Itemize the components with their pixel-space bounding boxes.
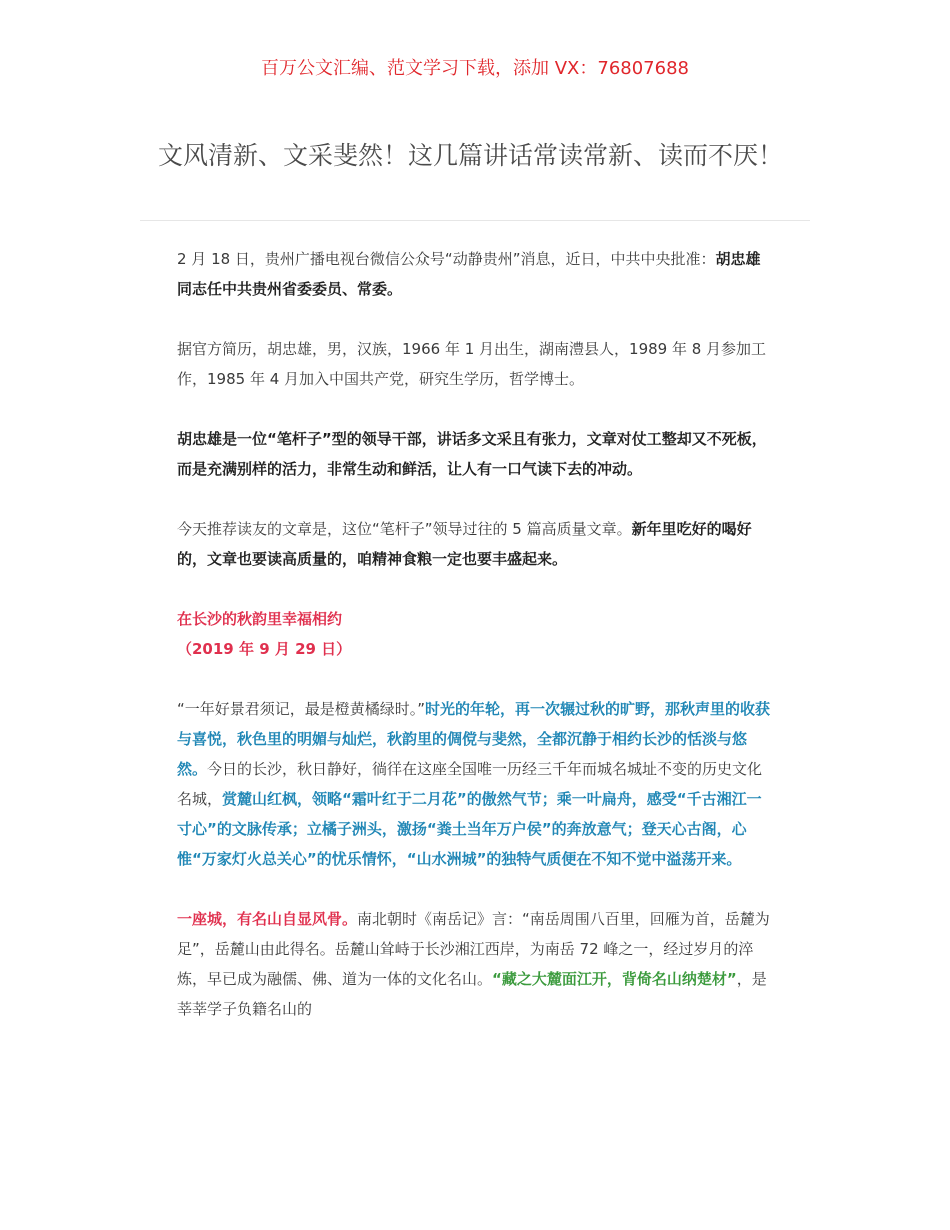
- article-body: [177, 244, 775, 1054]
- paragraph-biography: 据官方简历，胡忠雄，男，汉族，1966 年 1 月出生，湖南澧县人，1989 年 8 月参加工作，1985 年 4 月加入中国共产党，研究生学历，哲学博士。: [177, 340, 767, 388]
- mountain-lead: 一座城，有名山自显风骨。: [177, 910, 358, 928]
- mountain-text-2: ，是莘莘学子负籍名山的: [177, 970, 767, 1018]
- section-date: （2019 年 9 月 29 日）: [177, 640, 352, 658]
- paragraph-appointment: [177, 244, 775, 304]
- title-divider: [140, 220, 810, 221]
- paragraph-mountain: [177, 904, 775, 1024]
- paragraph-recommendation: [177, 514, 775, 574]
- autumn-highlight-2: 赏麓山红枫，领略“霜叶红于二月花”的傲然气节；乘一叶扁舟，感受“千古湘江一寸心”的文脉传承；立橘子洲头，激扬“粪土当年万户侯”的奔放意气；登天心古阁，心惟“万家灯火总关心”的忧乐情怀，“山水洲城”的独特气质便在不知不觉中溢荡开来。: [177, 790, 762, 868]
- paragraph-autumn: [177, 694, 775, 874]
- autumn-quote: “一年好景君须记，最是橙黄橘绿时。”: [177, 700, 426, 718]
- autumn-text: 今日的长沙，秋日静好，徜徉在这座全国唯一历经三千年而城名城址不变的历史文化名城，: [177, 760, 763, 808]
- paragraph-writing-style: 胡忠雄是一位“笔杆子”型的领导干部，讲话多文采且有张力，文章对仗工整却又不死板，而是充满别样的活力，非常生动和鲜活，让人有一口气读下去的冲动。: [177, 430, 767, 478]
- recommendation-bold: 新年里吃好的喝好的，文章也要读高质量的，咱精神食粮一定也要丰盛起来。: [177, 520, 752, 568]
- section-title: 在长沙的秋韵里幸福相约: [177, 610, 343, 628]
- mountain-quote: “藏之大麓面江开，背倚名山纳楚材”: [492, 970, 737, 988]
- download-banner: 百万公文汇编、范文学习下载，添加 VX：76807688: [261, 58, 689, 79]
- appointment-text: 2 月 18 日，贵州广播电视台微信公众号“动静贵州”消息，近日，中共中央批准：: [177, 250, 716, 268]
- page-title: 文风清新、文采斐然！这几篇讲话常读常新、读而不厌！: [158, 141, 784, 170]
- mountain-text-1: 南北朝时《南岳记》言：“南岳周围八百里，回雁为首，岳麓为足”，岳麓山由此得名。岳麓山耸峙于长沙湘江西岸，为南岳 72 峰之一，经过岁月的淬炼，早已成为融儒、佛、道为一体的文化名山。: [177, 910, 770, 988]
- autumn-highlight-1: 时光的年轮，再一次辗过秋的旷野，那秋声里的收获与喜悦，秋色里的明媚与灿烂，秋韵里的倜傥与斐然，全都沉静于相约长沙的恬淡与悠然。: [177, 700, 771, 778]
- section-heading: [177, 604, 775, 664]
- recommendation-text: 今天推荐读友的文章是，这位“笔杆子”领导过往的 5 篇高质量文章。: [177, 520, 632, 538]
- appointment-bold: 胡忠雄同志任中共贵州省委委员、常委。: [177, 250, 761, 298]
